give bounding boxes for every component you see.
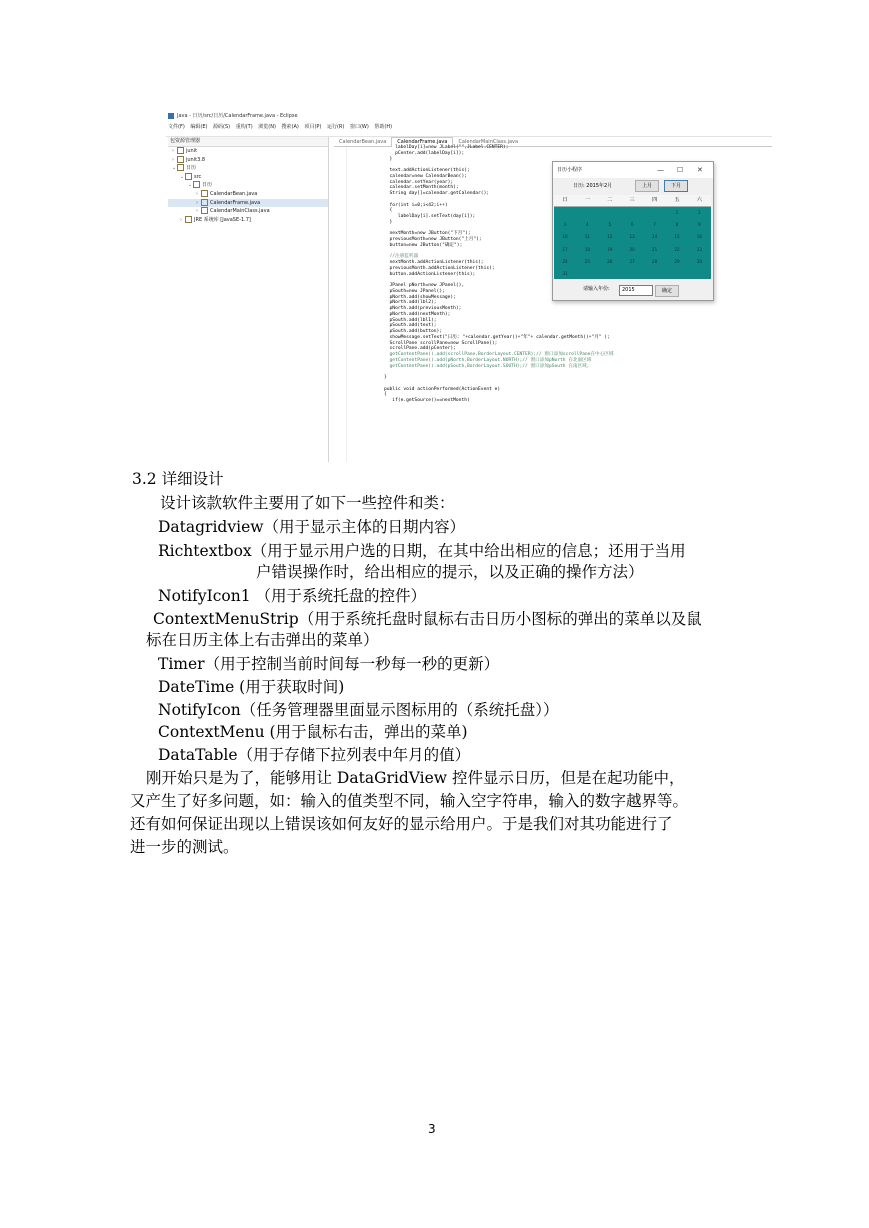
day-cell[interactable]: 28 <box>651 258 658 264</box>
code-line: scrollPane.add(pCenter); <box>384 346 456 352</box>
day-cell[interactable]: 23 <box>696 246 703 252</box>
paragraph: 还有如何保证出现以上错误该如何友好的显示给用户。于是我们对其功能进行了 <box>130 815 673 833</box>
paragraph: Datagridview（用于显示主体的日期内容） <box>158 518 466 536</box>
paragraph: NotifyIcon1 （用于系统托盘的控件） <box>158 587 426 605</box>
code-line: pSouth.add(button); <box>384 329 443 334</box>
menu-navigate[interactable]: 浏览(N) <box>258 124 276 130</box>
day-cell[interactable]: 4 <box>586 222 589 228</box>
day-cell[interactable]: 17 <box>562 246 568 252</box>
code-line: } <box>384 375 387 380</box>
day-cell[interactable]: 2 <box>698 210 701 215</box>
tree-item[interactable] <box>168 190 328 199</box>
weekday-label: 四 <box>652 197 658 203</box>
code-line: getContentPane().add(pNorth,BorderLayout.NORTH);// 窗口添加pNorth 在北面区域 <box>384 357 592 363</box>
weekday-header <box>554 195 711 207</box>
day-cell[interactable]: 1 <box>675 210 679 215</box>
day-cell[interactable]: 29 <box>674 258 680 264</box>
code-line: pSouth=new JPanel(); <box>384 288 445 294</box>
tree-item-label: junit <box>186 148 198 154</box>
calendar-message: 日历: 2015年2月 <box>573 183 613 189</box>
code-line: if(e.getSource()==nextMonth) <box>384 398 470 403</box>
weekday-label: 一 <box>584 197 590 203</box>
code-line: nextMonth=new JButton("下月"); <box>384 231 471 237</box>
tree-item[interactable] <box>168 216 328 225</box>
day-cell[interactable]: 26 <box>607 258 613 264</box>
code-line: public void actionPerformed(ActionEvent e) <box>384 386 501 392</box>
calendar-south <box>553 281 713 299</box>
code-line: { <box>384 208 393 214</box>
code-line: pCenter.add(labelDay[i]); <box>384 150 465 156</box>
day-cell[interactable]: 13 <box>629 234 635 240</box>
day-cell[interactable]: 15 <box>674 234 680 240</box>
code-line: text.addActionListener(this); <box>384 168 470 173</box>
code-line: pNorth.add(lbl2); <box>384 300 437 306</box>
code-line: } <box>384 219 393 225</box>
paragraph: DateTime (用于获取时间) <box>158 678 345 696</box>
file-icon <box>201 207 208 214</box>
eclipse-icon <box>168 113 174 119</box>
editor-gutter <box>334 147 347 462</box>
twisty-icon[interactable]: › <box>196 199 198 206</box>
day-cell[interactable]: 21 <box>651 246 658 252</box>
day-cell[interactable]: 9 <box>698 222 701 228</box>
code-line: for(int i=0;i<42;i++) <box>384 202 448 208</box>
next-month-button[interactable]: 下月 <box>664 180 688 192</box>
tree-item-label: src <box>194 173 202 180</box>
day-cell[interactable]: 5 <box>608 222 612 228</box>
day-cell[interactable]: 19 <box>607 246 613 252</box>
twisty-icon[interactable]: › <box>172 148 174 154</box>
weekday-label: 三 <box>629 197 635 203</box>
file-icon <box>177 156 184 163</box>
day-cell[interactable]: 24 <box>562 258 568 264</box>
twisty-icon[interactable]: ⌄ <box>172 165 177 172</box>
day-cell[interactable]: 22 <box>674 246 680 252</box>
menu-project[interactable]: 项目(P) <box>304 124 322 130</box>
code-line: { <box>384 392 387 398</box>
weekday-label: 五 <box>674 197 680 203</box>
window-title: Java - 日历/src/日历/CalendarFrame.java - Eclipse <box>177 113 298 119</box>
code-line: pSouth.add(lbl1); <box>384 317 437 323</box>
code-line: getContentPane().add(pSouth,BorderLayout.SOUTH);// 窗口添加pSouth 在南区域。 <box>384 363 592 369</box>
code-line: labelDay[i].setText(day[i]); <box>384 214 476 219</box>
tree-item-label: CalendarBean.java <box>210 190 258 197</box>
weekday-label: 二 <box>607 197 613 203</box>
tree-item[interactable] <box>168 207 328 216</box>
file-icon <box>177 164 184 171</box>
year-input[interactable]: 2015 <box>619 285 653 296</box>
file-icon <box>185 173 192 180</box>
calendar-window <box>552 161 714 301</box>
file-icon <box>201 190 208 197</box>
section-heading: 3.2 详细设计 <box>132 470 224 488</box>
package-explorer <box>168 137 329 462</box>
menu-help[interactable]: 帮助(H) <box>374 124 393 130</box>
menu-file[interactable]: 文件(F) <box>168 124 185 130</box>
paragraph: 设计该款软件主要用了如下一些控件和类： <box>160 494 455 512</box>
code-line: calendar.setYear(year); <box>384 179 454 185</box>
day-cell[interactable]: 16 <box>696 234 703 240</box>
code-line: getContentPane().add(scrollPane,BorderLayout.CENTER);// 窗口添加scrollPane在中心区域 <box>384 352 614 357</box>
tree-item[interactable] <box>168 199 328 208</box>
package-tree <box>168 147 328 224</box>
code-line: calendar.setMonth(month); <box>384 185 459 191</box>
code-line: previousMonth=new JButton("上月"); <box>384 237 482 242</box>
ok-button[interactable]: 确定 <box>655 285 679 297</box>
paragraph: 刚开始只是为了，能够用让 DataGridView 控件显示日历，但是在起功能中， <box>146 769 685 787</box>
code-line: nextMonth.addActionListener(this); <box>384 260 484 265</box>
tree-item[interactable] <box>168 173 328 182</box>
tree-item[interactable] <box>168 147 328 156</box>
day-cell[interactable]: 10 <box>562 234 568 240</box>
code-line: } <box>384 156 393 162</box>
day-cell[interactable]: 25 <box>584 258 591 264</box>
menu-edit[interactable]: 编辑(E) <box>190 124 208 130</box>
day-cell[interactable]: 30 <box>696 258 703 264</box>
twisty-icon[interactable]: › <box>196 208 198 215</box>
tree-item-label: CalendarFrame.java <box>210 199 261 206</box>
menu-refactor[interactable]: 重构(T) <box>235 124 253 130</box>
day-cell[interactable]: 20 <box>629 246 635 252</box>
tree-item-label: 日历 <box>202 182 213 189</box>
tab-calendar-frame[interactable]: CalendarFrame.java <box>391 137 453 147</box>
day-cell[interactable]: 8 <box>675 222 679 228</box>
file-icon <box>177 147 184 154</box>
menu-window[interactable]: 窗口(W) <box>349 124 369 130</box>
tree-item-label: JRE 系统库 [JavaSE-1.7] <box>194 216 251 223</box>
code-line: JPanel pNorth=new JPanel(), <box>384 283 465 288</box>
paragraph: 标在日历主体上右击弹出的菜单） <box>146 631 379 649</box>
paragraph: 户错误操作时，给出相应的提示，以及正确的操作方法） <box>256 563 644 581</box>
code-line: pSouth.add(text); <box>384 323 437 329</box>
paragraph: 又产生了好多问题，如：输入的值类型不同，输入空字符串，输入的数字越界等。 <box>130 792 689 810</box>
tree-item-label: CalendarMainClass.java <box>210 208 270 215</box>
day-cell[interactable]: 7 <box>653 222 656 228</box>
day-cell[interactable]: 18 <box>584 246 591 252</box>
code-line: pNorth.add(nextMonth); <box>384 311 451 317</box>
close-icon[interactable]: ✕ <box>697 166 703 174</box>
file-icon <box>185 216 192 223</box>
weekday-label: 六 <box>696 197 702 203</box>
code-line: labelDay[i]=new JLabel("",JLabel.CENTER); <box>384 145 509 150</box>
file-icon <box>201 199 208 206</box>
twisty-icon[interactable]: › <box>196 190 198 197</box>
twisty-icon[interactable]: › <box>172 156 174 163</box>
code-line: String day[]=calendar.getCalendar(); <box>384 191 490 196</box>
package-explorer-title: 包资源管理器 <box>168 137 328 147</box>
calendar-title: 日历小程序 <box>557 167 583 173</box>
day-cell[interactable]: 12 <box>607 234 613 240</box>
window-titlebar <box>166 110 772 122</box>
minimize-icon[interactable]: — <box>657 166 664 174</box>
code-line: ScrollPane scrollPane=new ScrollPane(); <box>384 340 498 346</box>
paragraph: ContextMenuStrip（用于系统托盘时鼠标右击日历小图标的弹出的菜单以及鼠 <box>153 610 702 628</box>
code-line: button.addActionListener(this); <box>384 271 476 277</box>
day-cell[interactable]: 14 <box>651 234 658 240</box>
paragraph: DataTable（用于存储下拉列表中年月的值） <box>158 746 471 764</box>
code-line: button=new JButton("确定"); <box>384 242 463 248</box>
year-label: 请输入年份: <box>583 286 610 292</box>
calendar-north <box>553 180 713 194</box>
weekday-label: 日 <box>562 197 568 203</box>
tree-item-label: 日历 <box>186 165 197 172</box>
tab-calendar-main[interactable]: CalendarMainClass.java <box>458 139 519 145</box>
code-line: previousMonth.addActionListener(this); <box>384 265 495 271</box>
twisty-icon[interactable]: › <box>180 216 182 223</box>
menu-search[interactable]: 搜索(A) <box>281 124 299 130</box>
day-cell[interactable]: 11 <box>584 234 591 240</box>
code-line: pNorth.add(previousMonth); <box>384 306 462 311</box>
tree-item[interactable] <box>168 156 328 165</box>
tab-calendar-bean[interactable]: CalendarBean.java <box>339 139 387 145</box>
twisty-icon[interactable]: ⌄ <box>188 182 193 189</box>
code-line: calendar=new CalendarBean(); <box>384 173 467 179</box>
tree-item-label: junit3.8 <box>186 156 206 163</box>
day-cell[interactable]: 3 <box>563 222 567 228</box>
tree-item[interactable] <box>168 164 328 173</box>
paragraph: 进一步的测试。 <box>130 838 239 856</box>
prev-month-button[interactable]: 上月 <box>635 180 659 192</box>
paragraph: NotifyIcon（任务管理器里面显示图标用的（系统托盘）） <box>158 701 559 719</box>
eclipse-screenshot <box>166 110 772 462</box>
day-cell[interactable]: 6 <box>630 222 634 228</box>
file-icon <box>193 181 200 188</box>
day-cell[interactable]: 27 <box>629 258 635 264</box>
paragraph: ContextMenu (用于鼠标右击，弹出的菜单) <box>158 723 468 741</box>
menu-source[interactable]: 源码(S) <box>213 124 231 130</box>
page-number: 3 <box>428 1122 436 1136</box>
calendar-grid <box>554 195 711 279</box>
calendar-titlebar <box>553 162 713 178</box>
maximize-icon[interactable]: ☐ <box>677 166 684 174</box>
paragraph: Timer（用于控制当前时间每一秒每一秒的更新） <box>158 655 500 673</box>
twisty-icon[interactable]: ⌄ <box>180 173 185 180</box>
code-line: showMessage.setText("日历: "+calendar.getYear()+"年"+ calendar.getMonth()+"月" ); <box>384 334 610 340</box>
day-cell[interactable]: 31 <box>562 271 568 276</box>
code-line: //注册监听器 <box>384 254 419 260</box>
menu-bar <box>166 122 772 132</box>
paragraph: Richtextbox（用于显示用户选的日期，在其中给出相应的信息；还用于当用 <box>158 542 686 560</box>
code-line: pNorth.add(showMessage); <box>384 294 456 300</box>
tree-item[interactable] <box>168 181 328 190</box>
menu-run[interactable]: 运行(R) <box>326 124 345 130</box>
